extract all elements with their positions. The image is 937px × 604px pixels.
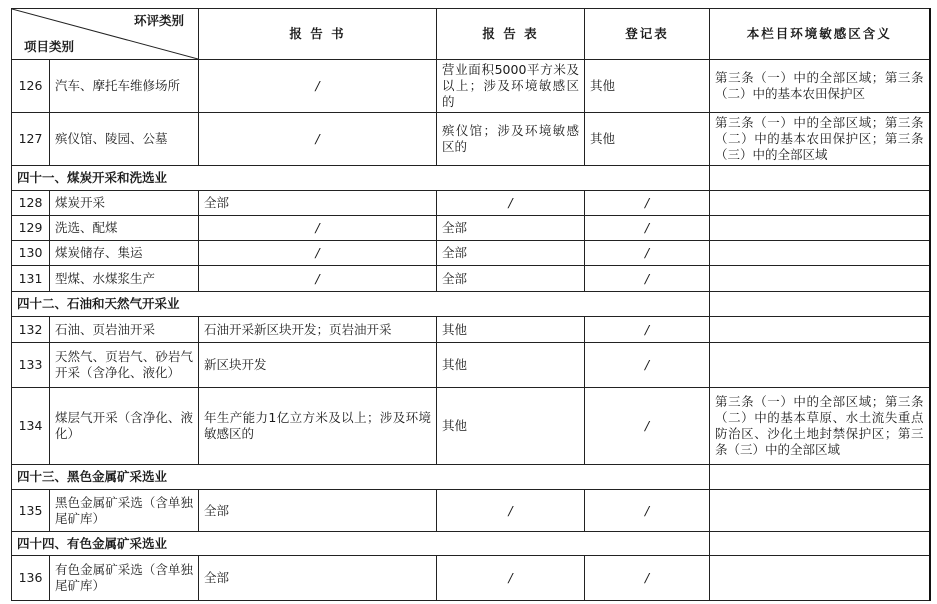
row-number: 127 (12, 113, 50, 166)
table-row (12, 317, 930, 343)
sensitive-area-cell (710, 292, 930, 317)
table-row (12, 241, 930, 266)
table-row (12, 388, 930, 465)
register-cell: / (585, 556, 710, 601)
table-row (12, 113, 930, 166)
section-title: 四十三、黑色金属矿采选业 (12, 465, 710, 490)
report-book-cell: / (199, 241, 437, 266)
report-table-cell: 全部 (437, 266, 585, 292)
section-row (12, 292, 930, 317)
table-row (12, 60, 930, 113)
project-name: 殡仪馆、陵园、公墓 (50, 113, 199, 166)
table-row (12, 266, 930, 292)
register-cell: / (585, 216, 710, 241)
header-sensitive-area: 本栏目环境敏感区含义 (710, 9, 930, 60)
section-title: 四十四、有色金属矿采选业 (12, 532, 710, 556)
register-cell: / (585, 241, 710, 266)
report-table-cell: / (437, 556, 585, 601)
row-number: 128 (12, 191, 50, 216)
sensitive-area-cell: 第三条（一）中的全部区域；第三条（二）中的基本草原、水土流失重点防治区、沙化土地封禁保护区；第三条（三）中的全部区域 (710, 388, 930, 465)
project-name: 型煤、水煤浆生产 (50, 266, 199, 292)
sensitive-area-cell (710, 241, 930, 266)
sensitive-area-cell: 第三条（一）中的全部区域；第三条（二）中的基本农田保护区 (710, 60, 930, 113)
sensitive-area-cell (710, 191, 930, 216)
report-table-cell: 殡仪馆；涉及环境敏感区的 (437, 113, 585, 166)
sensitive-area-cell (710, 532, 930, 556)
report-table-cell: / (437, 490, 585, 532)
table-row (12, 191, 930, 216)
register-cell: / (585, 490, 710, 532)
report-table-cell: 其他 (437, 317, 585, 343)
report-book-cell: 年生产能力1亿立方米及以上；涉及环境敏感区的 (199, 388, 437, 465)
row-number: 126 (12, 60, 50, 113)
sensitive-area-cell (710, 490, 930, 532)
header-report-table: 报 告 表 (437, 9, 585, 60)
eia-classification-table (11, 8, 931, 601)
sensitive-area-cell (710, 166, 930, 191)
report-book-cell: 全部 (199, 556, 437, 601)
table-row (12, 216, 930, 241)
register-cell: / (585, 266, 710, 292)
header-row (12, 9, 930, 60)
report-book-cell: / (199, 266, 437, 292)
report-table-cell: 其他 (437, 388, 585, 465)
row-number: 129 (12, 216, 50, 241)
register-cell: / (585, 317, 710, 343)
report-table-cell: / (437, 191, 585, 216)
table-row (12, 556, 930, 601)
row-number: 131 (12, 266, 50, 292)
header-report-book: 报 告 书 (199, 9, 437, 60)
sensitive-area-cell (710, 343, 930, 388)
sensitive-area-cell: 第三条（一）中的全部区域；第三条（二）中的基本农田保护区；第三条（三）中的全部区域 (710, 113, 930, 166)
corner-label-eia-category: 环评类别 (133, 13, 184, 28)
report-book-cell: 新区块开发 (199, 343, 437, 388)
project-name: 洗选、配煤 (50, 216, 199, 241)
project-name: 天然气、页岩气、砂岩气开采（含净化、液化） (50, 343, 199, 388)
table-row (12, 490, 930, 532)
diagonal-header-cell (12, 9, 199, 60)
report-book-cell: 全部 (199, 191, 437, 216)
section-row (12, 166, 930, 191)
sensitive-area-cell (710, 556, 930, 601)
row-number: 133 (12, 343, 50, 388)
report-book-cell: 石油开采新区块开发；页岩油开采 (199, 317, 437, 343)
header-register: 登记表 (585, 9, 710, 60)
project-name: 黑色金属矿采选（含单独尾矿库） (50, 490, 199, 532)
register-cell: / (585, 388, 710, 465)
project-name: 石油、页岩油开采 (50, 317, 199, 343)
register-cell: 其他 (585, 113, 710, 166)
row-number: 136 (12, 556, 50, 601)
row-number: 134 (12, 388, 50, 465)
report-table-cell: 其他 (437, 343, 585, 388)
row-number: 135 (12, 490, 50, 532)
project-name: 汽车、摩托车维修场所 (50, 60, 199, 113)
project-name: 有色金属矿采选（含单独尾矿库） (50, 556, 199, 601)
register-cell: / (585, 191, 710, 216)
report-book-cell: / (199, 113, 437, 166)
report-table-cell: 全部 (437, 216, 585, 241)
table-row (12, 343, 930, 388)
section-row (12, 465, 930, 490)
report-table-cell: 全部 (437, 241, 585, 266)
section-row (12, 532, 930, 556)
row-number: 130 (12, 241, 50, 266)
report-book-cell: 全部 (199, 490, 437, 532)
project-name: 煤炭储存、集运 (50, 241, 199, 266)
report-book-cell: / (199, 60, 437, 113)
section-title: 四十二、石油和天然气开采业 (12, 292, 710, 317)
report-book-cell: / (199, 216, 437, 241)
sensitive-area-cell (710, 317, 930, 343)
register-cell: / (585, 343, 710, 388)
register-cell: 其他 (585, 60, 710, 113)
corner-label-project-category: 项目类别 (24, 39, 75, 54)
project-name: 煤炭开采 (50, 191, 199, 216)
sensitive-area-cell (710, 216, 930, 241)
row-number: 132 (12, 317, 50, 343)
project-name: 煤层气开采（含净化、液化） (50, 388, 199, 465)
report-table-cell: 营业面积5000平方米及以上；涉及环境敏感区的 (437, 60, 585, 113)
section-title: 四十一、煤炭开采和洗选业 (12, 166, 710, 191)
sensitive-area-cell (710, 266, 930, 292)
sensitive-area-cell (710, 465, 930, 490)
